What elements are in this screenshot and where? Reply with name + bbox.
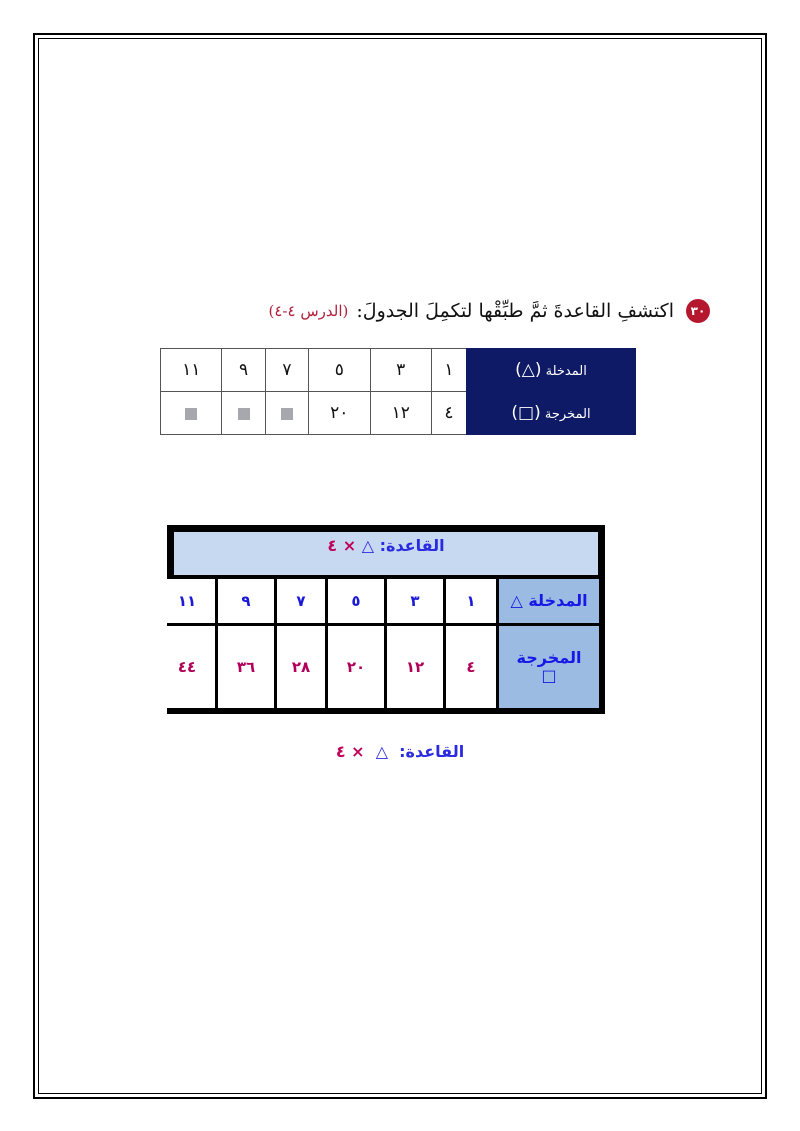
blank-cell <box>222 392 265 435</box>
input-cell: ٩ <box>222 349 265 392</box>
input-cell: ٣ <box>370 349 431 392</box>
input-header-label: المدخلة <box>528 591 588 610</box>
input-header-label: المدخلة <box>545 364 587 379</box>
triangle-icon: △ <box>375 742 389 761</box>
blank-cell <box>161 392 222 435</box>
square-icon: (□) <box>511 403 541 423</box>
rule-expression: × ٤ <box>335 742 365 761</box>
problem-text: اكتشفِ القاعدةَ ثمَّ طبِّقْها لتكمِلَ الجدولَ: <box>356 300 674 322</box>
output-cell: ١٢ <box>370 392 431 435</box>
output-header <box>467 392 636 435</box>
input-row <box>161 349 636 392</box>
rule-label: القاعدة: <box>399 742 465 761</box>
output-cell: ٤ <box>431 392 466 435</box>
triangle-icon: △ <box>510 591 523 610</box>
input-cell: ٥ <box>309 349 370 392</box>
input-cell: ٩ <box>218 579 274 623</box>
lesson-reference: (الدرس ٤-٤) <box>268 302 349 320</box>
output-cell: ١٢ <box>387 626 443 708</box>
solution-grid <box>173 579 599 708</box>
output-cell: ٤ <box>446 626 496 708</box>
output-header-label: المخرجة <box>516 648 582 667</box>
output-header-label: المخرجة <box>544 407 591 422</box>
input-cell: ١ <box>431 349 466 392</box>
textbook-table <box>160 348 636 435</box>
square-icon: □ <box>541 666 557 685</box>
input-cell: ٧ <box>277 579 325 623</box>
blank-cell <box>265 392 308 435</box>
input-header <box>467 349 636 392</box>
problem-statement <box>150 294 710 328</box>
problem-number-badge: ٣٠ <box>686 299 710 323</box>
input-cell: ١١ <box>161 349 222 392</box>
rule-expression: × ٤ <box>327 536 357 555</box>
solution-table <box>167 525 605 714</box>
rule-statement <box>0 742 800 761</box>
input-cell: ١ <box>446 579 496 623</box>
input-cell: ٥ <box>328 579 384 623</box>
input-header <box>499 579 599 623</box>
output-header <box>499 626 599 708</box>
rule-label: القاعدة: <box>379 536 445 555</box>
output-cell: ٢٨ <box>277 626 325 708</box>
input-cell: ٣ <box>387 579 443 623</box>
placeholder-square-icon <box>238 408 250 420</box>
output-cell: ٢٠ <box>328 626 384 708</box>
triangle-icon: (△) <box>515 360 542 380</box>
triangle-icon: △ <box>361 536 375 555</box>
input-cell: ١١ <box>159 579 215 623</box>
output-row <box>161 392 636 435</box>
output-cell: ٢٠ <box>309 392 370 435</box>
output-cell: ٤٤ <box>159 626 215 708</box>
placeholder-square-icon <box>281 408 293 420</box>
input-cell: ٧ <box>265 349 308 392</box>
output-cell: ٣٦ <box>218 626 274 708</box>
solution-rule-header <box>173 531 599 576</box>
placeholder-square-icon <box>185 408 197 420</box>
